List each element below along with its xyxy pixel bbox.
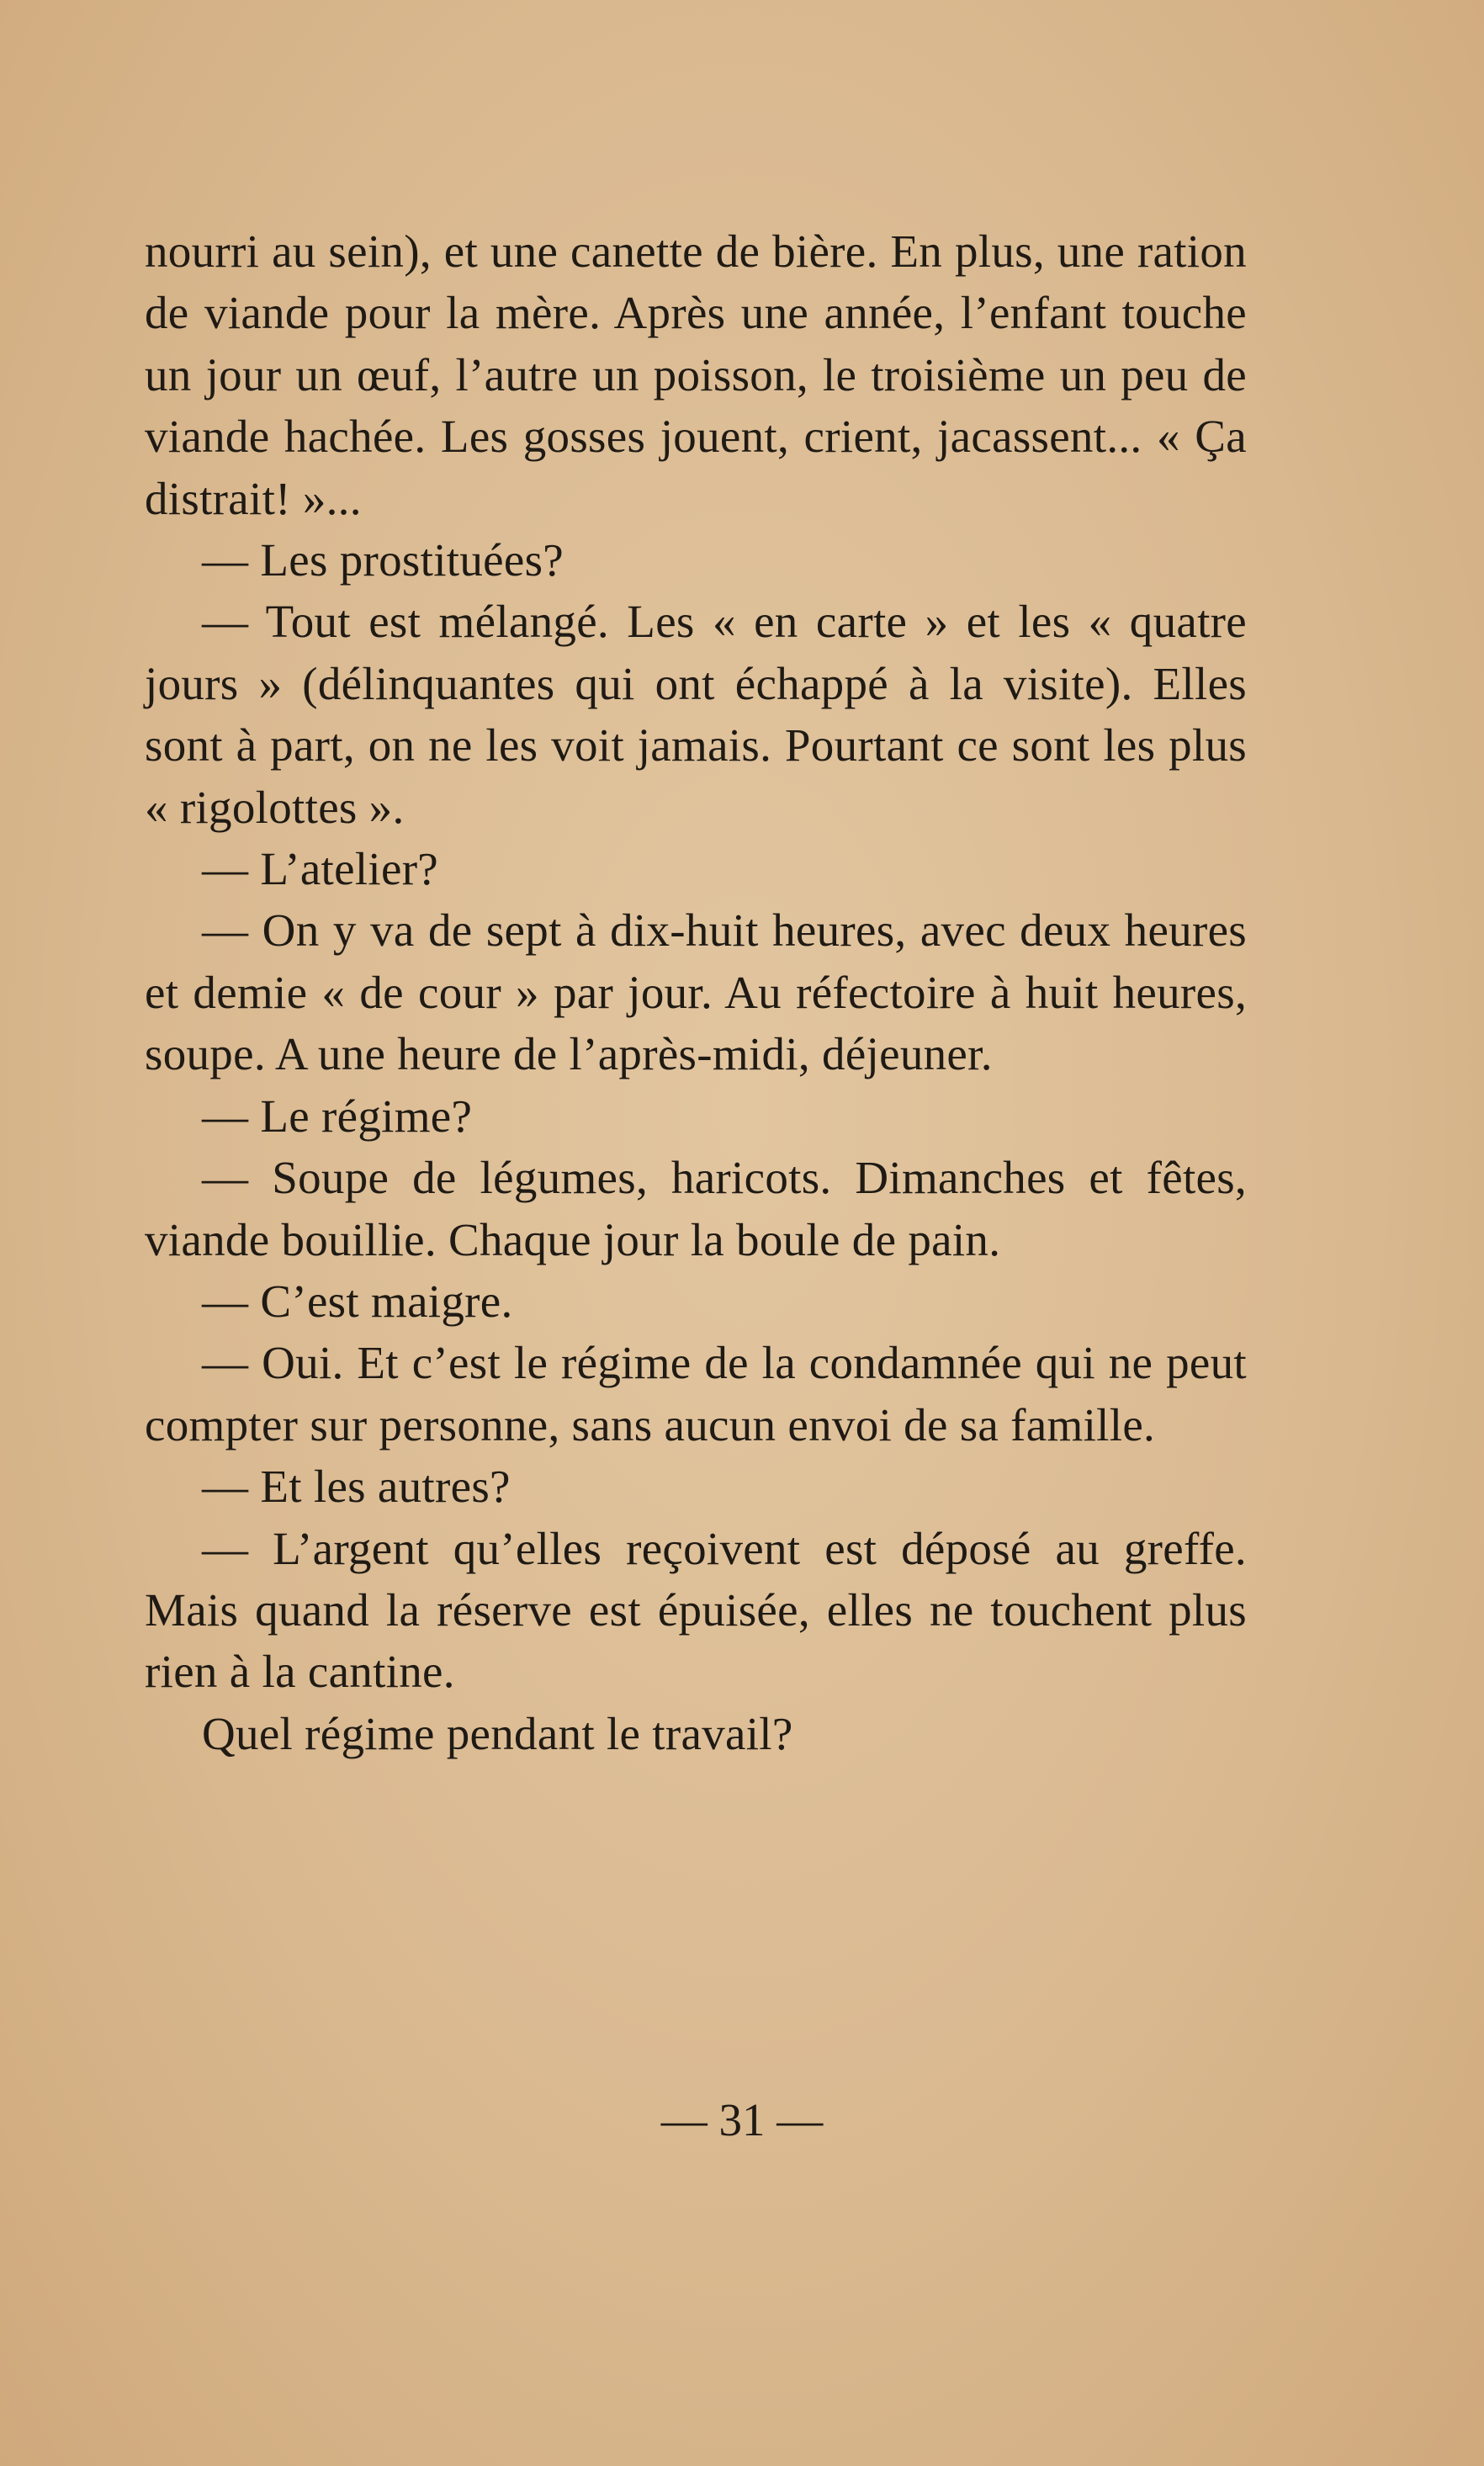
dialogue-line-melange: — Tout est mélangé. Les « en carte » et les « quatre jours » (délinquantes qui ont échappé à la visite). Elles sont à part, on ne les voit jamais. Pourtant ce sont les plus « rigolottes ». <box>145 596 1247 833</box>
page-number: — 31 — <box>660 2094 824 2145</box>
dialogue-line-travail: Quel régime pendant le travail? <box>202 1707 793 1759</box>
dialogue-line-prostituees: — Les prostituées? <box>202 534 564 586</box>
dialogue-line-regime-question: — Le régime? <box>202 1090 473 1142</box>
dialogue-line-maigre: — C’est maigre. <box>202 1275 513 1327</box>
dialogue-line-condamnee: — Oui. Et c’est le régime de la condamnée qui ne peut compter sur personne, sans aucun envoi de sa famille. <box>145 1337 1247 1450</box>
dialogue-line-horaires: — On y va de sept à dix-huit heures, avec deux heures et demie « de cour » par jour. Au réfectoire à huit heures, soupe. A une heure de l’après-midi, déjeuner. <box>145 904 1247 1080</box>
dialogue-line-atelier: — L’atelier? <box>202 843 439 895</box>
dialogue-line-soupe: — Soupe de légumes, haricots. Dimanches et fêtes, viande bouillie. Chaque jour la boule de pain. <box>145 1152 1247 1265</box>
body-text <box>145 220 1247 1764</box>
paragraph-continuation: nourri au sein), et une canette de bière. En plus, une ration de viande pour la mère. Après une année, l’enfant touche un jour un œuf, l’autre un poisson, le troisième un peu de viande hachée. Les gosses jouent, crient, jacassent... « Ça distrait! »... <box>145 225 1247 524</box>
dialogue-line-argent: — L’argent qu’elles reçoivent est déposé au greffe. Mais quand la réserve est épuisée, elles ne touchent plus rien à la cantine. <box>145 1522 1247 1698</box>
dialogue-line-autres: — Et les autres? <box>202 1461 511 1513</box>
